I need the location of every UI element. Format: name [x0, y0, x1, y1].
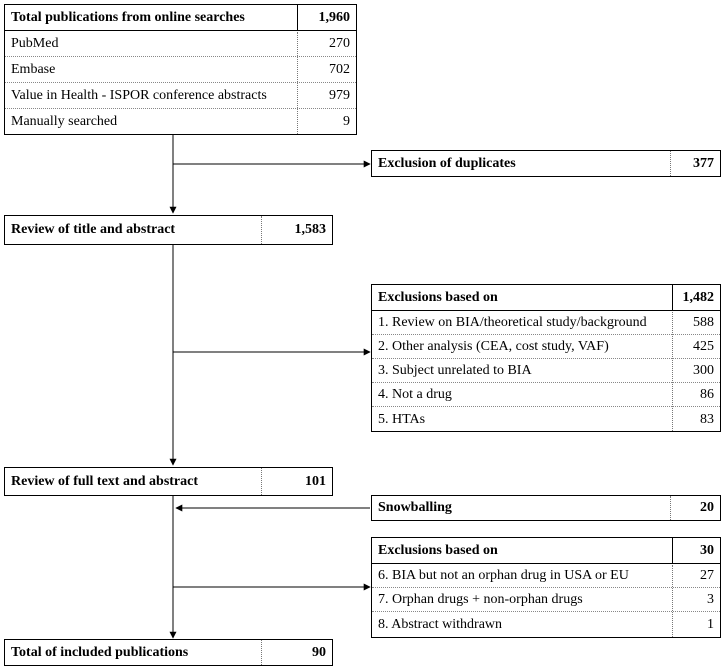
column-divider — [297, 32, 298, 134]
exclusion-row — [372, 312, 720, 335]
online-searches-header — [5, 5, 356, 31]
source-label: Manually searched — [11, 114, 118, 129]
exclusion-value: 1 — [707, 617, 714, 632]
exclusion-value: 27 — [700, 568, 714, 583]
column-divider — [261, 216, 262, 244]
exclusion-row — [372, 360, 720, 383]
exclusions-1-title: Exclusions based on — [378, 289, 498, 305]
source-label: Embase — [11, 62, 56, 77]
source-label: PubMed — [11, 36, 59, 51]
snowballing-value: 20 — [700, 500, 714, 515]
column-divider — [261, 468, 262, 495]
exclusion-row — [372, 613, 720, 637]
duplicates-value: 377 — [693, 155, 714, 171]
exclusion-label: 7. Orphan drugs + non-orphan drugs — [378, 592, 583, 607]
included-box — [4, 639, 333, 666]
column-divider — [670, 496, 671, 520]
exclusion-label: 8. Abstract withdrawn — [378, 617, 503, 632]
exclusion-label: 1. Review on BIA/theoretical study/background — [378, 315, 647, 330]
title-abstract-review-box — [4, 215, 333, 245]
exclusions-1-header — [372, 285, 720, 311]
exclusion-label: 2. Other analysis (CEA, cost study, VAF) — [378, 339, 609, 354]
exclusions-2-total: 30 — [700, 542, 714, 558]
exclusion-value: 300 — [693, 363, 714, 378]
title-abstract-review-label: Review of title and abstract — [11, 222, 176, 237]
column-divider — [672, 538, 673, 564]
exclusion-label: 5. HTAs — [378, 411, 426, 427]
source-row — [5, 32, 356, 57]
exclusion-value: 588 — [693, 315, 714, 330]
column-divider — [261, 640, 262, 665]
source-value: 979 — [329, 88, 350, 103]
column-divider — [672, 285, 673, 311]
source-row — [5, 58, 356, 83]
full-text-review-box — [4, 467, 333, 496]
snowballing-box — [371, 495, 721, 521]
exclusion-row — [372, 384, 720, 407]
column-divider — [297, 5, 298, 31]
included-value: 90 — [312, 644, 326, 660]
duplicates-box — [371, 150, 721, 177]
source-label: Value in Health - ISPOR conference abstracts — [11, 88, 267, 103]
source-value: 9 — [343, 114, 350, 129]
full-text-review-value: 101 — [305, 473, 326, 489]
exclusions-2-header — [372, 538, 720, 564]
exclusion-label: 3. Subject unrelated to BIA — [378, 363, 532, 378]
exclusion-label: 4. Not a drug — [378, 387, 452, 402]
full-text-review-label: Review of full text and abstract — [11, 473, 199, 489]
included-label: Total of included publications — [11, 644, 189, 660]
column-divider — [670, 151, 671, 176]
column-divider — [672, 312, 673, 431]
online-searches-box — [4, 4, 357, 135]
exclusions-2-title: Exclusions based on — [378, 542, 498, 558]
exclusion-value: 86 — [700, 387, 714, 402]
exclusion-label: 6. BIA but not an orphan drug in USA or EU — [378, 568, 629, 583]
exclusion-row — [372, 589, 720, 612]
source-value: 270 — [329, 36, 350, 51]
exclusion-row — [372, 565, 720, 588]
column-divider — [672, 565, 673, 637]
duplicates-label: Exclusion of duplicates — [378, 155, 516, 171]
exclusion-value: 83 — [700, 411, 714, 427]
exclusions-1-total: 1,482 — [682, 289, 714, 305]
source-row — [5, 84, 356, 109]
title-abstract-review-value: 1,583 — [294, 222, 326, 237]
source-row — [5, 110, 356, 134]
snowballing-label: Snowballing — [378, 500, 452, 515]
online-searches-title: Total publications from online searches — [11, 9, 245, 25]
exclusion-row — [372, 336, 720, 359]
exclusions-1-box — [371, 284, 721, 432]
exclusion-row — [372, 408, 720, 431]
source-value: 702 — [329, 62, 350, 77]
exclusion-value: 425 — [693, 339, 714, 354]
exclusion-value: 3 — [707, 592, 714, 607]
online-searches-total: 1,960 — [318, 9, 350, 25]
exclusions-2-box — [371, 537, 721, 638]
